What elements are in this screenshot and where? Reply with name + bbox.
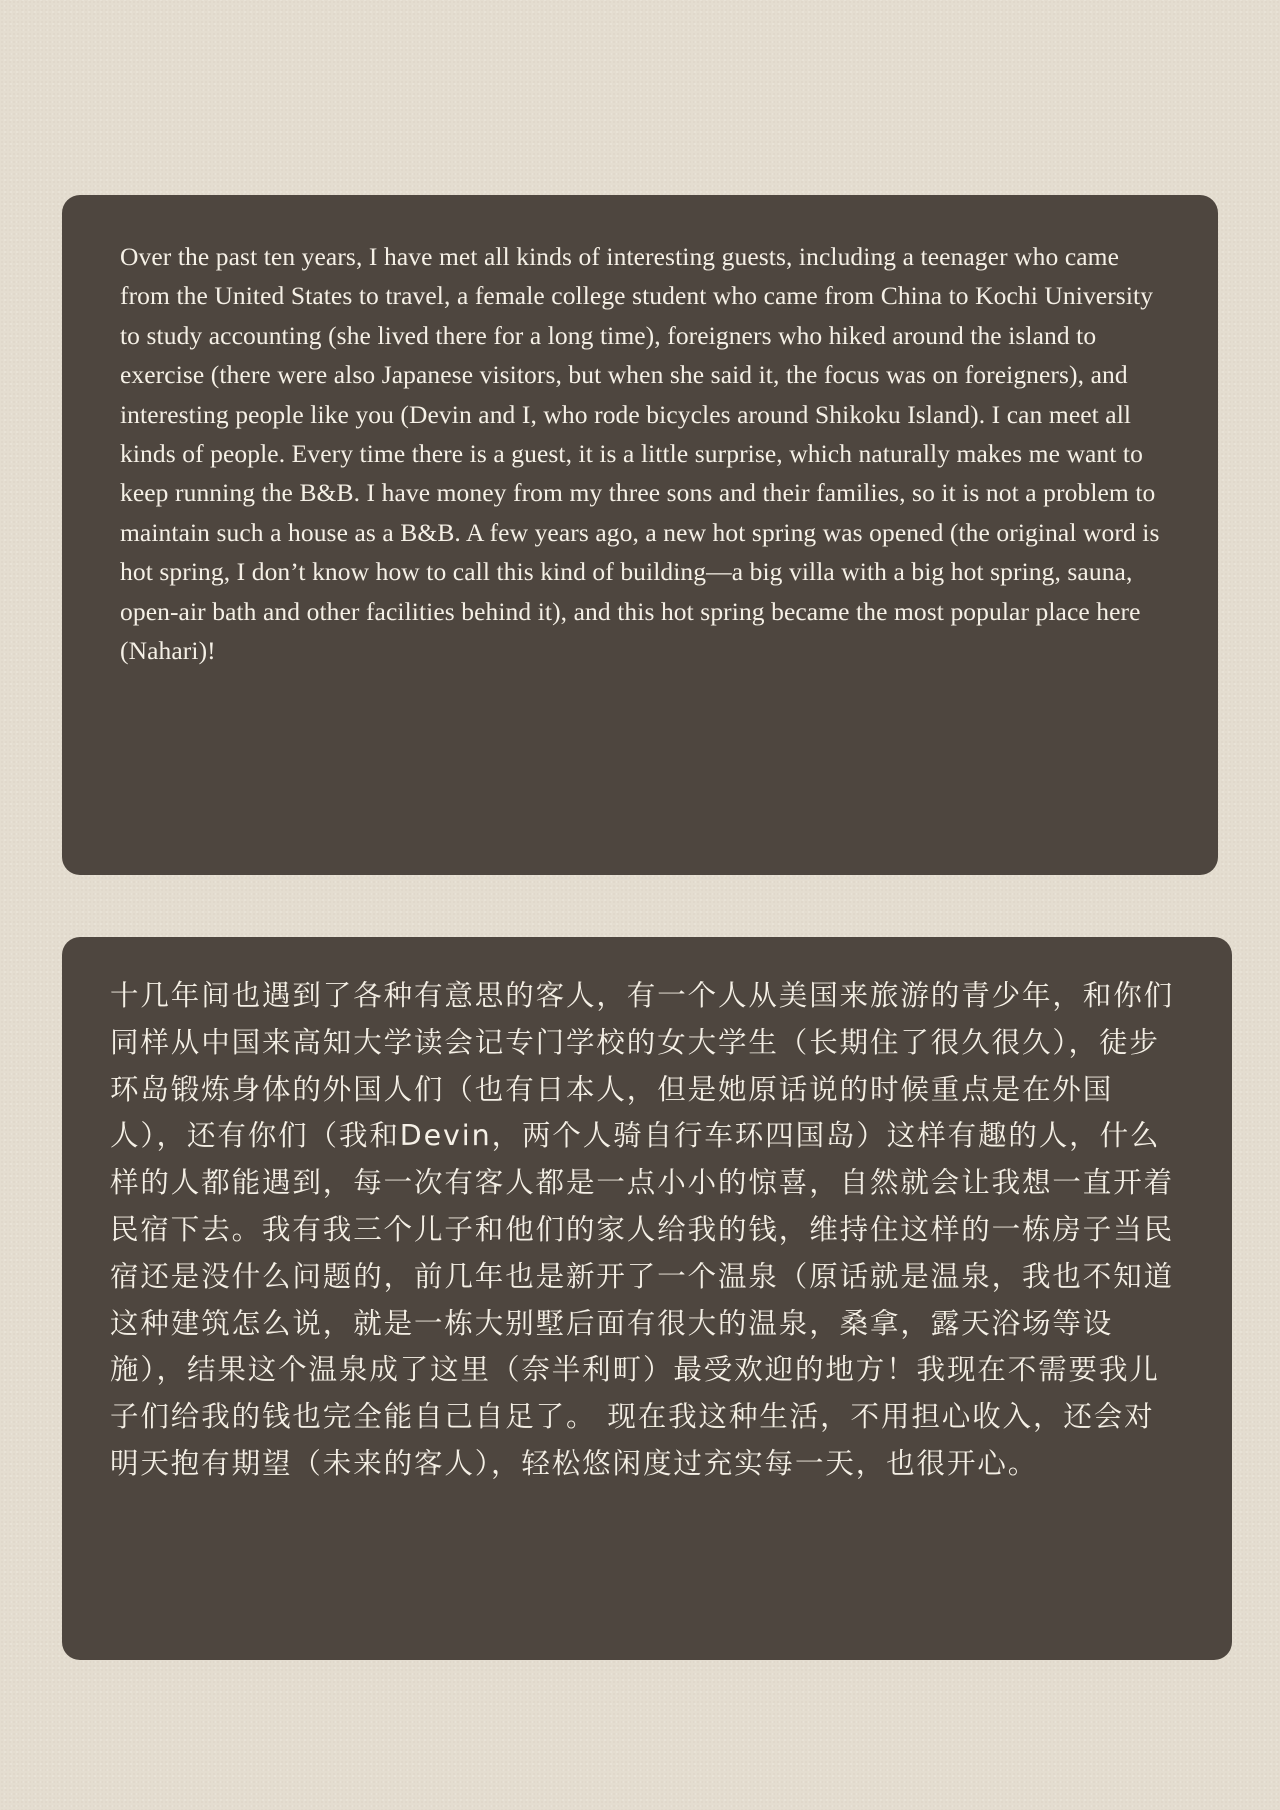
english-paragraph: Over the past ten years, I have met all kinds of interesting guests, including a teenager who came from the United States to travel, a female college student who came from China to Kochi University to study accounting (she lived there for a long time), foreigners who hiked around the island to exercise (there were also Japanese visitors, but when she said it, the focus was on foreigners), and interesting people like you (Devin and I, who rode bicycles around Shikoku Island). I can meet all kinds of people. Every time there is a guest, it is a little surprise, which naturally makes me want to keep running the B&B. I have money from my three sons and their families, so it is not a problem to maintain such a house as a B&B. A few years ago, a new hot spring was opened (the original word is hot spring, I don’t know how to call this kind of building—a big villa with a big hot spring, sauna, open-air bath and other facilities behind it), and this hot spring became the most popular place here (Nahari)!	[120, 242, 1160, 666]
chinese-paragraph: 十几年间也遇到了各种有意思的客人，有一个人从美国来旅游的青少年，和你们同样从中国来高知大学读会记专门学校的女大学生（长期住了很久很久），徒步环岛锻炼身体的外国人们（也有日本人，但是她原话说的时候重点是在外国人），还有你们（我和Devin，两个人骑自行车环四国岛）这样有趣的人，什么样的人都能遇到，每一次有客人都是一点小小的惊喜，自然就会让我想一直开着民宿下去。我有我三个儿子和他们的家人给我的钱，维持住这样的一栋房子当民宿还是没什么问题的，前几年也是新开了一个温泉（原话就是温泉，我也不知道这种建筑怎么说，就是一栋大别墅后面有很大的温泉，桑拿，露天浴场等设施），结果这个温泉成了这里（奈半利町）最受欢迎的地方！我现在不需要我儿子们给我的钱也完全能自己自足了。 现在我这种生活，不用担心收入，还会对明天抱有期望（未来的客人），轻松悠闲度过充实每一天，也很开心。	[110, 979, 1175, 1480]
chinese-text-card	[62, 937, 1232, 1660]
english-text-card	[62, 195, 1218, 875]
